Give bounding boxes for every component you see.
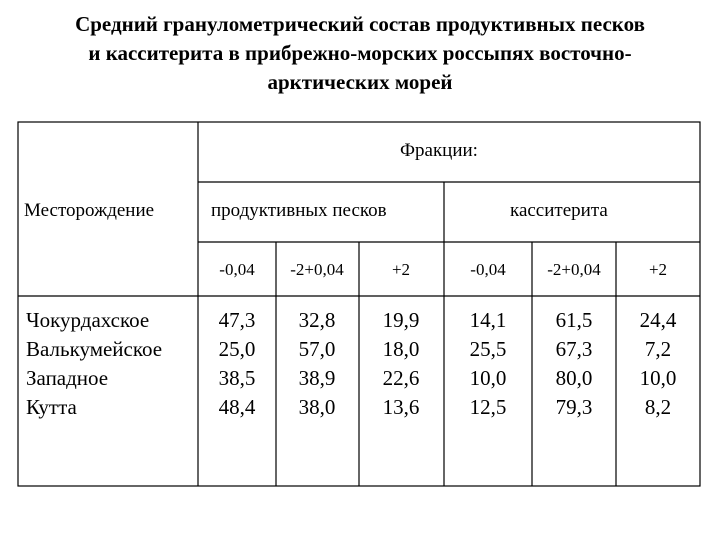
subcolumn-header: -2+0,04 bbox=[547, 260, 601, 279]
table-cell: 57,0 bbox=[298, 337, 336, 361]
subcolumn-header: -0,04 bbox=[219, 260, 255, 279]
table-cell: 80,0 bbox=[555, 366, 593, 390]
header-group-sands: продуктивных песков bbox=[211, 200, 387, 221]
table-cell: 10,0 bbox=[469, 366, 507, 390]
table-cell: 19,9 bbox=[382, 308, 420, 332]
table-cell: 24,4 bbox=[639, 308, 677, 332]
table-cell: 25,0 bbox=[218, 337, 256, 361]
table-cell: 38,5 bbox=[218, 366, 256, 390]
table-cell: 47,3 bbox=[218, 308, 256, 332]
deposit-name: Западное bbox=[26, 366, 109, 390]
header-fractions: Фракции: bbox=[400, 140, 478, 161]
subcolumn-header: +2 bbox=[391, 260, 411, 279]
title-line-1: Средний гранулометрический состав продуктивных песков bbox=[75, 12, 645, 36]
subcolumn-header: -0,04 bbox=[470, 260, 506, 279]
title-line-2: и касситерита в прибрежно-морских россыпях восточно- bbox=[88, 41, 632, 65]
table-cell: 7,2 bbox=[644, 337, 672, 361]
value-column-sands-medium bbox=[299, 306, 336, 422]
table-cell: 8,2 bbox=[644, 395, 672, 419]
header-group-cassiterite: касситерита bbox=[510, 200, 608, 221]
table-cell: 14,1 bbox=[469, 308, 507, 332]
title-line-3: арктических морей bbox=[267, 70, 453, 94]
table-cell: 12,5 bbox=[469, 395, 507, 419]
table-cell: 25,5 bbox=[469, 337, 507, 361]
table-cell: 38,9 bbox=[298, 366, 336, 390]
table-cell: 38,0 bbox=[298, 395, 336, 419]
value-column-sands-fine bbox=[219, 306, 256, 422]
table-cell: 67,3 bbox=[555, 337, 593, 361]
value-column-cassiterite-fine bbox=[470, 306, 507, 422]
deposit-name: Валькумейское bbox=[26, 337, 163, 361]
subcolumn-header: +2 bbox=[648, 260, 668, 279]
subcolumn-header: -2+0,04 bbox=[290, 260, 344, 279]
table-cell: 13,6 bbox=[382, 395, 420, 419]
table-cell: 10,0 bbox=[639, 366, 677, 390]
value-column-cassiterite-medium bbox=[556, 306, 593, 422]
table-cell: 61,5 bbox=[555, 308, 593, 332]
table-cell: 18,0 bbox=[382, 337, 420, 361]
header-deposit: Месторождение bbox=[24, 200, 155, 221]
value-column-cassiterite-coarse bbox=[640, 306, 677, 422]
value-column-sands-coarse bbox=[383, 306, 420, 422]
deposit-names bbox=[26, 306, 162, 422]
deposit-name: Кутта bbox=[26, 395, 77, 419]
table-cell: 48,4 bbox=[218, 395, 256, 419]
deposit-name: Чокурдахское bbox=[26, 308, 150, 332]
table-cell: 79,3 bbox=[555, 395, 593, 419]
table-cell: 32,8 bbox=[298, 308, 336, 332]
table-cell: 22,6 bbox=[382, 366, 420, 390]
